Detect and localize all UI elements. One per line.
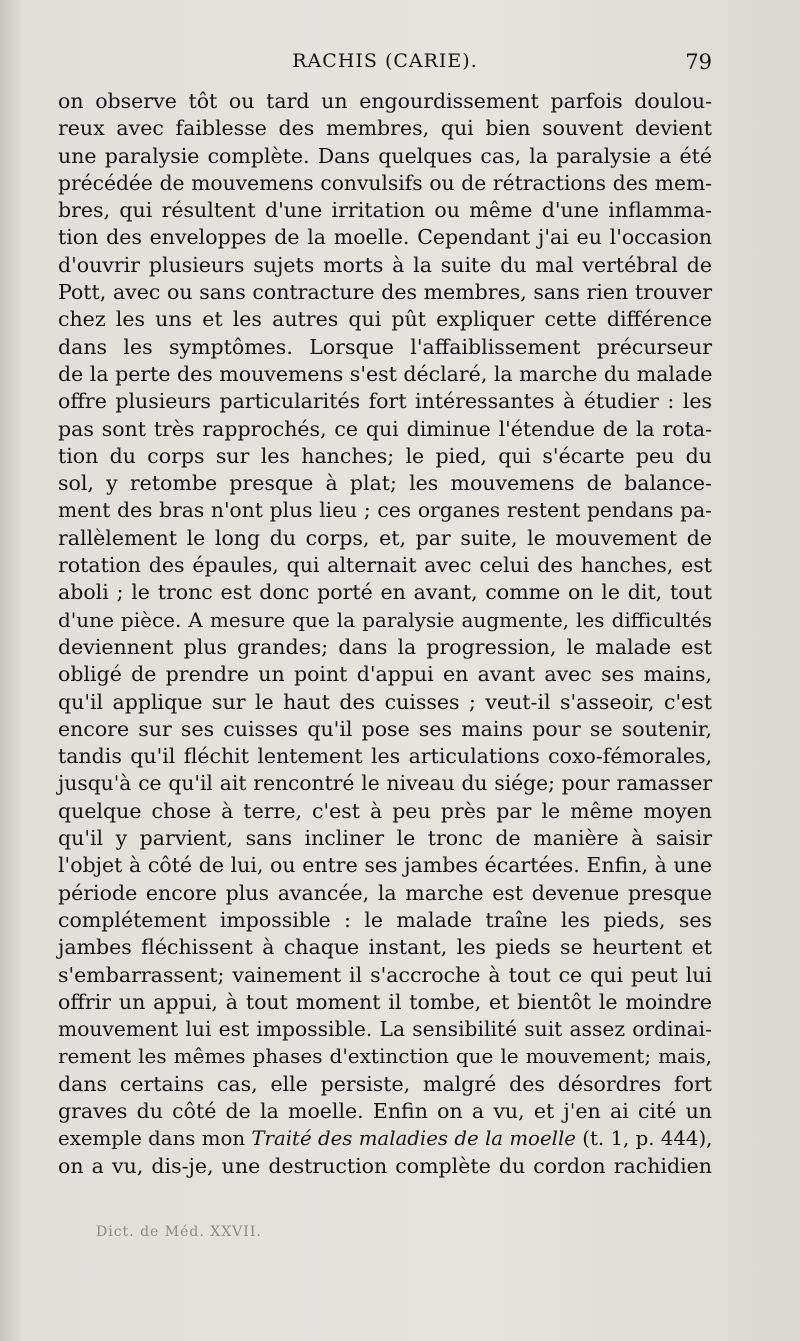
text-line: tion du corps sur les hanches; le pied, qui s'écarte peu du (58, 443, 712, 468)
text-line: rotation des épaules, qui alternait avec celui des hanches, est (58, 553, 712, 578)
text-line: précédée de mouvemens convulsifs ou de rétractions des mem- (58, 170, 712, 195)
text-line: deviennent plus grandes; dans la progression, le malade est (58, 634, 712, 659)
text-line: graves du côté de la moelle. Enfin on a vu, et j'en ai cité un (58, 1098, 712, 1123)
citation-prefix: exemple dans mon (58, 1127, 252, 1151)
text-line: d'ouvrir plusieurs sujets morts à la suite du mal vertébral de (58, 252, 712, 277)
text-line: qu'il y parvient, sans incliner le tronc de manière à saisir (58, 826, 712, 851)
text-line: l'objet à côté de lui, ou entre ses jambes écartées. Enfin, à une (58, 853, 712, 878)
text-line: dans certains cas, elle persiste, malgré des désordres fort (58, 1071, 712, 1096)
text-line: s'embarrassent; vainement il s'accroche à tout ce qui peut lui (58, 962, 712, 987)
text-line: période encore plus avancée, la marche est devenue presque (58, 880, 712, 905)
running-head: RACHIS (CARIE). (292, 50, 478, 72)
text-line: ment des bras n'ont plus lieu ; ces organes restent pendans pa- (58, 498, 712, 523)
text-line: aboli ; le tronc est donc porté en avant, comme on le dit, tout (58, 580, 712, 605)
printer-signature: Dict. de Méd. XXVII. (96, 1224, 262, 1240)
text-line: encore sur ses cuisses qu'il pose ses mains pour se soutenir, (58, 716, 712, 741)
text-line: rement les mêmes phases d'extinction que le mouvement; mais, (58, 1044, 712, 1069)
text-line: pas sont très rapprochés, ce qui diminue l'étendue de la rota- (58, 416, 712, 441)
text-line: offre plusieurs particularités fort intéressantes à étudier : les (58, 389, 712, 414)
body-text (58, 88, 712, 1180)
text-line: Pott, avec ou sans contracture des membres, sans rien trouver (58, 280, 712, 305)
text-line: qu'il applique sur le haut des cuisses ; veut-il s'asseoir, c'est (58, 689, 712, 714)
text-line: dans les symptômes. Lorsque l'affaiblissement précurseur (58, 334, 712, 359)
text-line: tion des enveloppes de la moelle. Cependant j'ai eu l'occasion (58, 225, 712, 250)
page-header (58, 50, 712, 84)
text-line: bres, qui résultent d'une irritation ou même d'une inflamma- (58, 198, 712, 223)
citation-reference: (t. 1, p. 444), (575, 1127, 713, 1151)
text-line-citation (58, 1125, 712, 1152)
text-line: mouvement lui est impossible. La sensibilité suit assez ordinai- (58, 1017, 712, 1042)
text-line: d'une pièce. A mesure que la paralysie augmente, les difficultés (58, 607, 712, 632)
text-line: une paralysie complète. Dans quelques cas, la paralysie a été (58, 143, 712, 168)
text-line: rallèlement le long du corps, et, par suite, le mouvement de (58, 525, 712, 550)
text-line: on observe tôt ou tard un engourdissement parfois doulou- (58, 89, 712, 113)
text-line: sol, y retombe presque à plat; les mouvemens de balance- (58, 471, 712, 496)
text-line: obligé de prendre un point d'appui en avant avec ses mains, (58, 662, 712, 687)
text-line: reux avec faiblesse des membres, qui bien souvent devient (58, 116, 712, 141)
text-line: offrir un appui, à tout moment il tombe, et bientôt le moindre (58, 989, 712, 1014)
text-line: de la perte des mouvemens s'est déclaré, la marche du malade (58, 361, 713, 386)
text-line: jusqu'à ce qu'il ait rencontré le niveau du siége; pour ramasser (58, 771, 712, 796)
cited-title: Traité des maladies de la moelle (251, 1127, 576, 1151)
text-line: chez les uns et les autres qui pût expliquer cette différence (58, 307, 712, 332)
text-line: quelque chose à terre, c'est à peu près par le même moyen (58, 798, 712, 823)
text-line: complétement impossible : le malade traîne les pieds, ses (58, 907, 712, 932)
text-line: jambes fléchissent à chaque instant, les pieds se heurtent et (58, 935, 712, 960)
text-line: tandis qu'il fléchit lentement les articulations coxo-fémorales, (58, 744, 712, 769)
page-number: 79 (685, 50, 712, 74)
text-line: on a vu, dis-je, une destruction complète du cordon rachidien (58, 1153, 712, 1178)
